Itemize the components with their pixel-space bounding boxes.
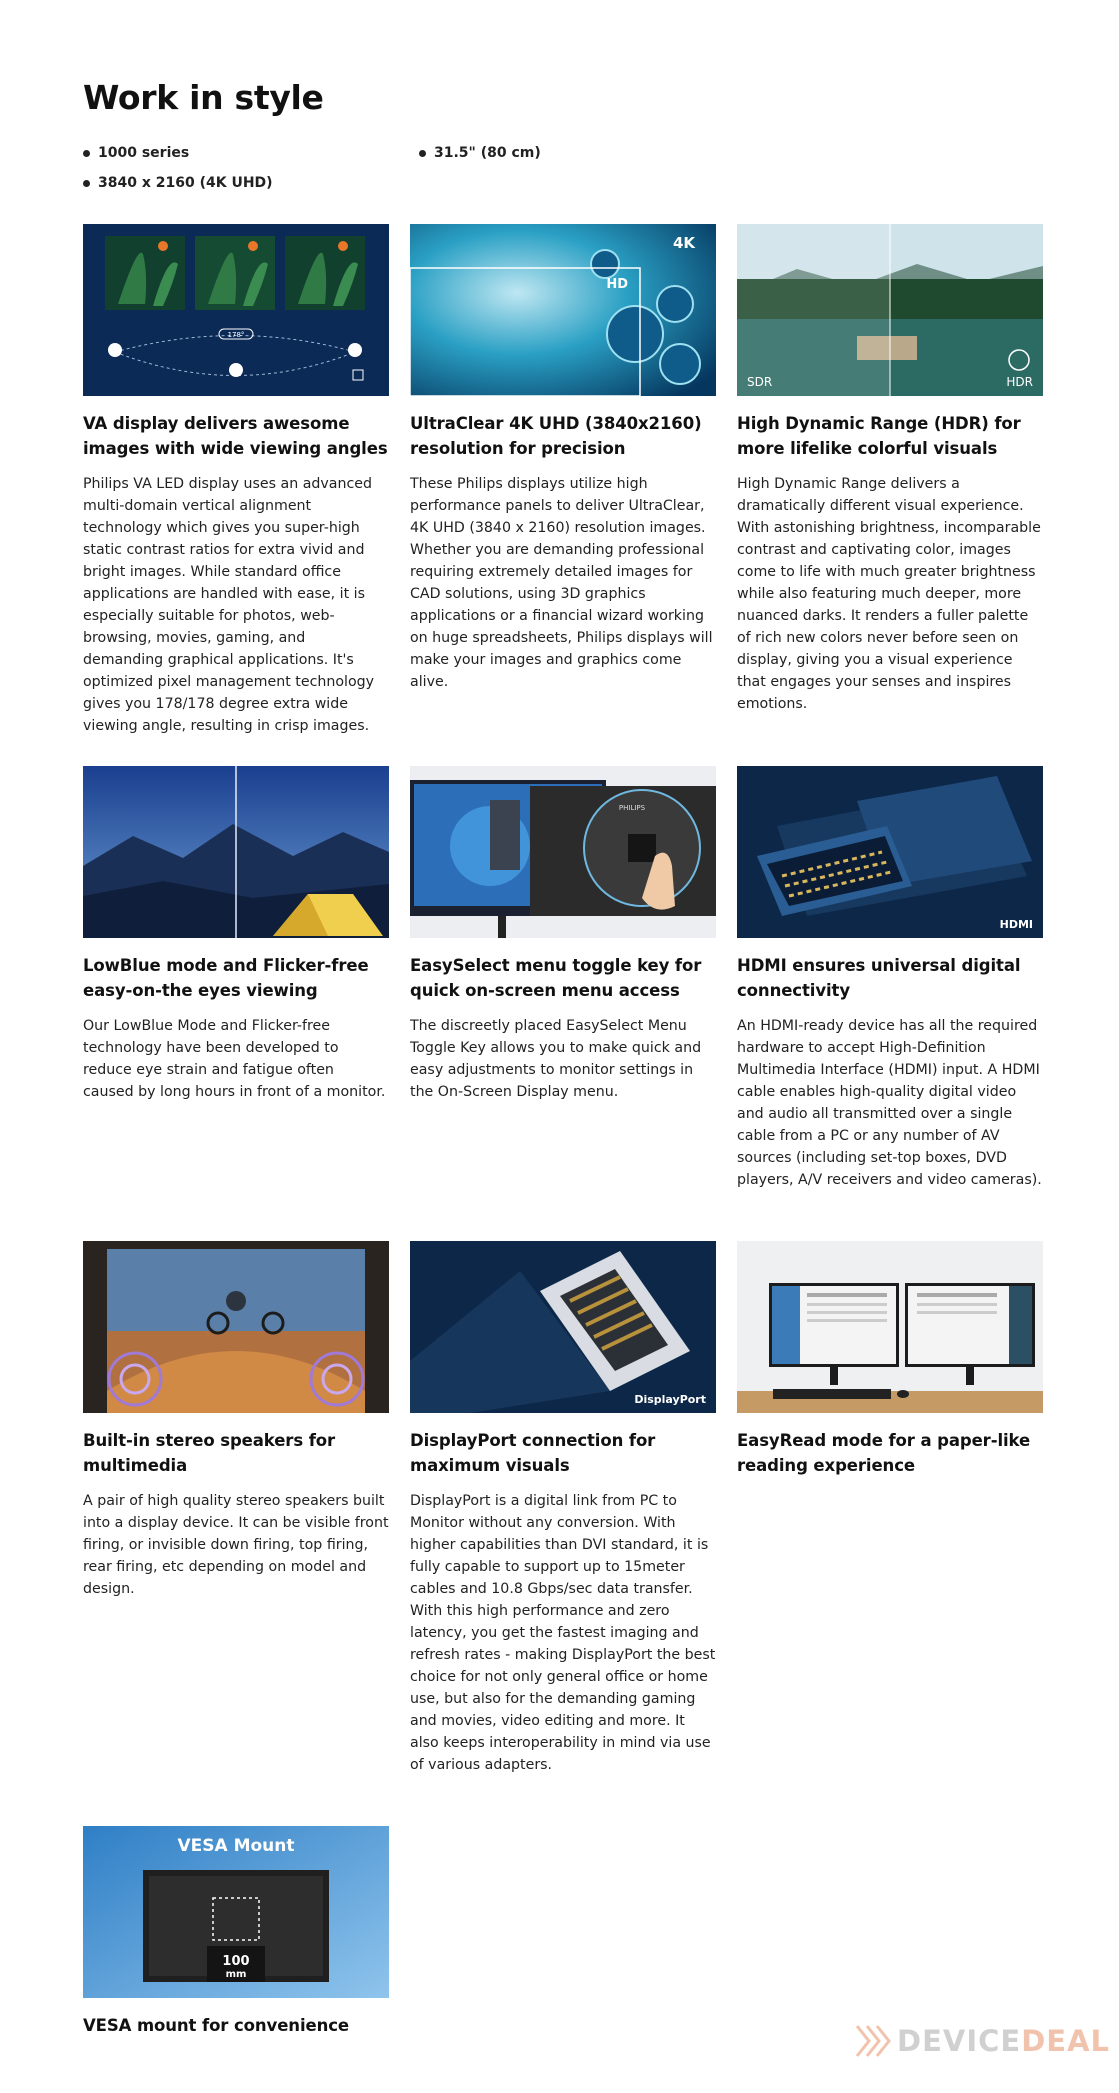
feature-title: EasySelect menu toggle key for quick on-screen menu access — [410, 956, 702, 1000]
watermark-text — [897, 2024, 1110, 2058]
feature-description: An HDMI-ready device has all the required hardware to accept High-Definition Multimedia Interface (HDMI) input. A HDMI cable enables high-quality digital video and audio all transmitted over a single cable from a PC or any number of AV sources (including set-top boxes, DVD players, A/V receivers and video cameras). — [737, 1018, 1042, 1188]
page-title: Work in style — [83, 78, 324, 117]
hdr-image — [737, 224, 1043, 396]
bullet-icon — [83, 150, 90, 157]
feature-description: A pair of high quality stereo speakers built into a display device. It can be visible front firing, or invisible down firing, top firing, rear firing, etc depending on model and design. — [83, 1493, 389, 1597]
feature-title: DisplayPort connection for maximum visuals — [410, 1431, 656, 1475]
feature-card-va-display — [83, 224, 389, 737]
spec-text: 1000 series — [98, 145, 190, 161]
sdr-label: SDR — [747, 375, 773, 389]
spec-text: 31.5" (80 cm) — [434, 145, 541, 161]
devicedeal-logo-icon — [855, 2024, 897, 2058]
feature-title: LowBlue mode and Flicker-free easy-on-the eyes viewing — [83, 956, 369, 1000]
feature-title: UltraClear 4K UHD (3840x2160) resolution for precision — [410, 414, 702, 458]
hdr-label: HDR — [1006, 375, 1033, 389]
vesa-image — [83, 1826, 389, 1998]
hdmi-label: HDMI — [999, 918, 1033, 931]
feature-card-easyselect — [410, 766, 716, 1103]
devicedeal-watermark — [855, 2024, 1110, 2058]
spec-size — [419, 145, 541, 161]
feature-title: VESA mount for convenience — [83, 2016, 350, 2035]
va-display-image — [83, 224, 389, 396]
lowblue-image — [83, 766, 389, 938]
feature-card-speakers — [83, 1241, 389, 1600]
feature-card-displayport — [410, 1241, 716, 1776]
feature-title: VA display delivers awesome images with wide viewing angles — [83, 414, 388, 458]
watermark-deal: DEAL — [1021, 2024, 1111, 2058]
feature-description: The discreetly placed EasySelect Menu Toggle Key allows you to make quick and easy adjustments to monitor settings in the On-Screen Display menu. — [410, 1018, 702, 1100]
watermark-device: DEVICE — [897, 2024, 1022, 2058]
spec-resolution — [83, 175, 273, 191]
feature-title: Built-in stereo speakers for multimedia — [83, 1431, 336, 1475]
uhd-4k-label: 4K — [672, 234, 695, 252]
displayport-image — [410, 1241, 716, 1413]
philips-brand-label: PHILIPS — [618, 804, 646, 812]
speakers-image — [83, 1241, 389, 1413]
easyselect-image — [410, 766, 716, 938]
feature-card-vesa — [83, 1826, 389, 2038]
feature-description: DisplayPort is a digital link from PC to Monitor without any conversion. With higher capabilities than DVI standard, it is fully capable to support up to 15meter cables and 10.8 Gbps/sec data transfer. With this high performance and zero latency, you get the fastest imaging and refresh rates - making DisplayPort the best choice for not only general office or home use, but also for the demanding gaming and movies, video editing and more. It also keeps interoperability in mind via use of various adapters. — [410, 1493, 716, 1773]
vesa-size-label: 100 — [222, 1954, 250, 1969]
feature-title: High Dynamic Range (HDR) for more lifelike colorful visuals — [737, 414, 1021, 458]
hdmi-image — [737, 766, 1043, 938]
feature-card-4k — [410, 224, 716, 693]
uhd-hd-label: HD — [606, 277, 628, 292]
bullet-icon — [83, 180, 90, 187]
feature-description: Philips VA LED display uses an advanced multi-domain vertical alignment technology which gives you super-high static contrast ratios for extra vivid and bright images. While standard office applications are handled with ease, it is especially suitable for photos, web-browsing, movies, gaming, and demanding graphical applications. It's optimized pixel management technology gives you 178/178 degree extra wide viewing angle, resulting in crisp images. — [83, 476, 375, 734]
feature-title: EasyRead mode for a paper-like reading experience — [737, 1431, 1031, 1475]
feature-card-easyread — [737, 1241, 1043, 1478]
bullet-icon — [419, 150, 426, 157]
vesa-unit-label: mm — [225, 1969, 247, 1980]
feature-description: High Dynamic Range delivers a dramatically different visual experience. With astonishing brightness, incomparable contrast and captivating color, images come to life with much greater brightness while also featuring much deeper, more nuanced darks. It renders a fuller palette of rich new colors never before seen on display, giving you a visual experience that engages your senses and inspires emotions. — [737, 476, 1041, 712]
va-angle-label: 178° — [227, 331, 245, 339]
spec-series — [83, 145, 189, 161]
feature-description: Our LowBlue Mode and Flicker-free technology have been developed to reduce eye strain and fatigue often caused by long hours in front of a monitor. — [83, 1018, 386, 1100]
feature-card-hdr — [737, 224, 1043, 715]
uhd-image — [410, 224, 716, 396]
displayport-label: DisplayPort — [634, 1393, 706, 1406]
feature-title: HDMI ensures universal digital connectivity — [737, 956, 1021, 1000]
easyread-image — [737, 1241, 1043, 1413]
vesa-title-label: VESA Mount — [177, 1836, 295, 1856]
feature-card-lowblue — [83, 766, 389, 1103]
feature-description: These Philips displays utilize high performance panels to deliver UltraClear, 4K UHD (3840 x 2160) resolution images. Whether you are demanding professional requiring extremely detailed images for CAD solutions, using 3D graphics applications or a financial wizard working on huge spreadsheets, Philips displays will make your images and graphics come alive. — [410, 476, 713, 690]
spec-text: 3840 x 2160 (4K UHD) — [98, 175, 273, 191]
feature-card-hdmi — [737, 766, 1043, 1191]
